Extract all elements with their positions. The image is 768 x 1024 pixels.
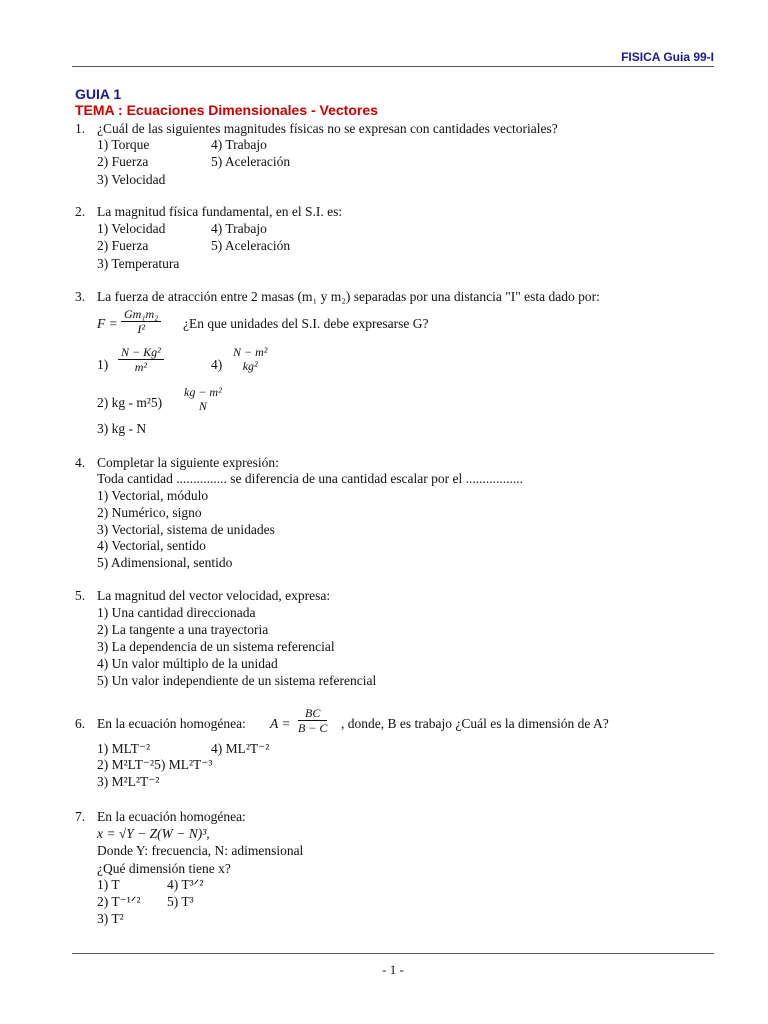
q3-option-4-fraction xyxy=(230,345,270,373)
q3-option-1-label: 1) xyxy=(97,357,109,372)
q4-option-3: 3) Vectorial, sistema de unidades xyxy=(97,522,275,537)
q6-formula-lhs: A = xyxy=(270,716,291,731)
q3-option-1-denominator: m² xyxy=(134,360,147,374)
q2-option-3: 3) Temperatura xyxy=(97,256,180,271)
q3-formula-denominator: I² xyxy=(137,322,145,336)
q3-formula-numerator: Gm₁m₂ xyxy=(121,307,161,322)
q2-option-4: 4) Trabajo xyxy=(211,221,267,236)
page-number: - 1 - xyxy=(382,962,404,977)
q1-option-1: 1) Torque xyxy=(97,137,150,152)
q5-text: La magnitud del vector velocidad, expresa: xyxy=(97,588,331,603)
q3-option-4-numerator: N − m² xyxy=(233,345,268,359)
q7-option-5: 5) T³ xyxy=(167,894,194,909)
q3-option-4-label: 4) xyxy=(211,357,223,372)
q4-text: Completar la siguiente expresión: xyxy=(97,455,279,470)
q7-option-1: 1) T xyxy=(97,877,120,892)
q5-option-1: 1) Una cantidad direccionada xyxy=(97,605,256,620)
q1-option-2: 2) Fuerza xyxy=(97,154,149,169)
q6-formula-numerator: BC xyxy=(298,706,327,721)
q2-text: La magnitud física fundamental, en el S.I. es: xyxy=(97,204,343,219)
footer-rule xyxy=(72,953,714,954)
q3-option-2: 2) kg - m²5) xyxy=(97,395,163,410)
q6-option-3: 3) M²L²T⁻² xyxy=(97,774,160,789)
header-title: FISICA Guia 99-I xyxy=(621,50,714,64)
q7-text: En la ecuación homogénea: xyxy=(97,809,246,824)
q3-option-5-denominator: N xyxy=(198,399,207,413)
q5-option-5: 5) Un valor independiente de un sistema referencial xyxy=(97,673,377,688)
guia-title: GUIA 1 xyxy=(75,86,122,102)
q2-option-5: 5) Aceleración xyxy=(211,238,291,253)
q4-number: 4. xyxy=(75,455,86,470)
q6-number: 6. xyxy=(75,716,86,731)
header-bar xyxy=(72,46,714,67)
q4-option-2: 2) Numérico, signo xyxy=(97,505,202,520)
q6-option-2: 2) M²LT⁻²5) ML²T⁻³ xyxy=(97,757,213,772)
q1-option-5: 5) Aceleración xyxy=(211,154,291,169)
q6-text: En la ecuación homogénea: xyxy=(97,716,246,731)
q7-option-2: 2) T⁻¹ᐟ² xyxy=(97,894,141,909)
q2-option-2: 2) Fuerza xyxy=(97,238,149,253)
q4-option-4: 4) Vectorial, sentido xyxy=(97,538,206,553)
q4-option-5: 5) Adimensional, sentido xyxy=(97,555,233,570)
q2-option-1: 1) Velocidad xyxy=(97,221,166,236)
q3-formula-fraction xyxy=(121,307,161,336)
q5-option-4: 4) Un valor múltiplo de la unidad xyxy=(97,656,278,671)
q5-option-2: 2) La tangente a una trayectoria xyxy=(97,622,269,637)
q7-formula: x = √Y − Z(W − N)³, xyxy=(97,826,210,841)
q1-text: ¿Cuál de las siguientes magnitudes físicas no se expresan con cantidades vectoriales? xyxy=(97,121,558,136)
q2-number: 2. xyxy=(75,204,86,219)
q1-number: 1. xyxy=(75,121,86,136)
q3-option-3: 3) kg - N xyxy=(97,421,147,436)
q7-number: 7. xyxy=(75,809,86,824)
q4-line-2: Toda cantidad ............... se diferencia de una cantidad escalar por el ................. xyxy=(97,471,524,486)
q1-option-4: 4) Trabajo xyxy=(211,137,267,152)
q3-option-5-numerator: kg − m² xyxy=(184,385,222,399)
q3-option-1-fraction xyxy=(118,345,164,374)
q6-option-4: 4) ML²T⁻² xyxy=(211,741,270,756)
q3-formula-lhs: F = xyxy=(97,316,118,331)
q3-question: ¿En que unidades del S.I. debe expresarse G? xyxy=(183,316,429,331)
q3-option-4-denominator: kg² xyxy=(242,359,258,373)
q7-line-3: Donde Y: frecuencia, N: adimensional xyxy=(97,843,304,858)
q5-number: 5. xyxy=(75,588,86,603)
q7-line-4: ¿Qué dimensión tiene x? xyxy=(97,861,231,876)
q4-option-1: 1) Vectorial, módulo xyxy=(97,488,209,503)
q3-number: 3. xyxy=(75,289,86,304)
q3-option-5-fraction xyxy=(181,385,225,413)
q3-text: La fuerza de atracción entre 2 masas (m₁ y m₂) separadas por una distancia "I" esta dado por: xyxy=(97,289,600,304)
q3-option-1-numerator: N − Kg² xyxy=(118,345,164,360)
q6-option-1: 1) MLT⁻² xyxy=(97,741,151,756)
q6-formula-fraction xyxy=(298,706,327,735)
q7-option-4: 4) T³ᐟ² xyxy=(167,877,204,892)
q6-text-after: , donde, B es trabajo ¿Cuál es la dimensión de A? xyxy=(341,716,609,731)
q7-option-3: 3) T² xyxy=(97,911,124,926)
q1-option-3: 3) Velocidad xyxy=(97,172,166,187)
q5-option-3: 3) La dependencia de un sistema referencial xyxy=(97,639,335,654)
tema-title: TEMA : Ecuaciones Dimensionales - Vectores xyxy=(75,102,378,118)
q6-formula-denominator: B − C xyxy=(298,721,328,735)
